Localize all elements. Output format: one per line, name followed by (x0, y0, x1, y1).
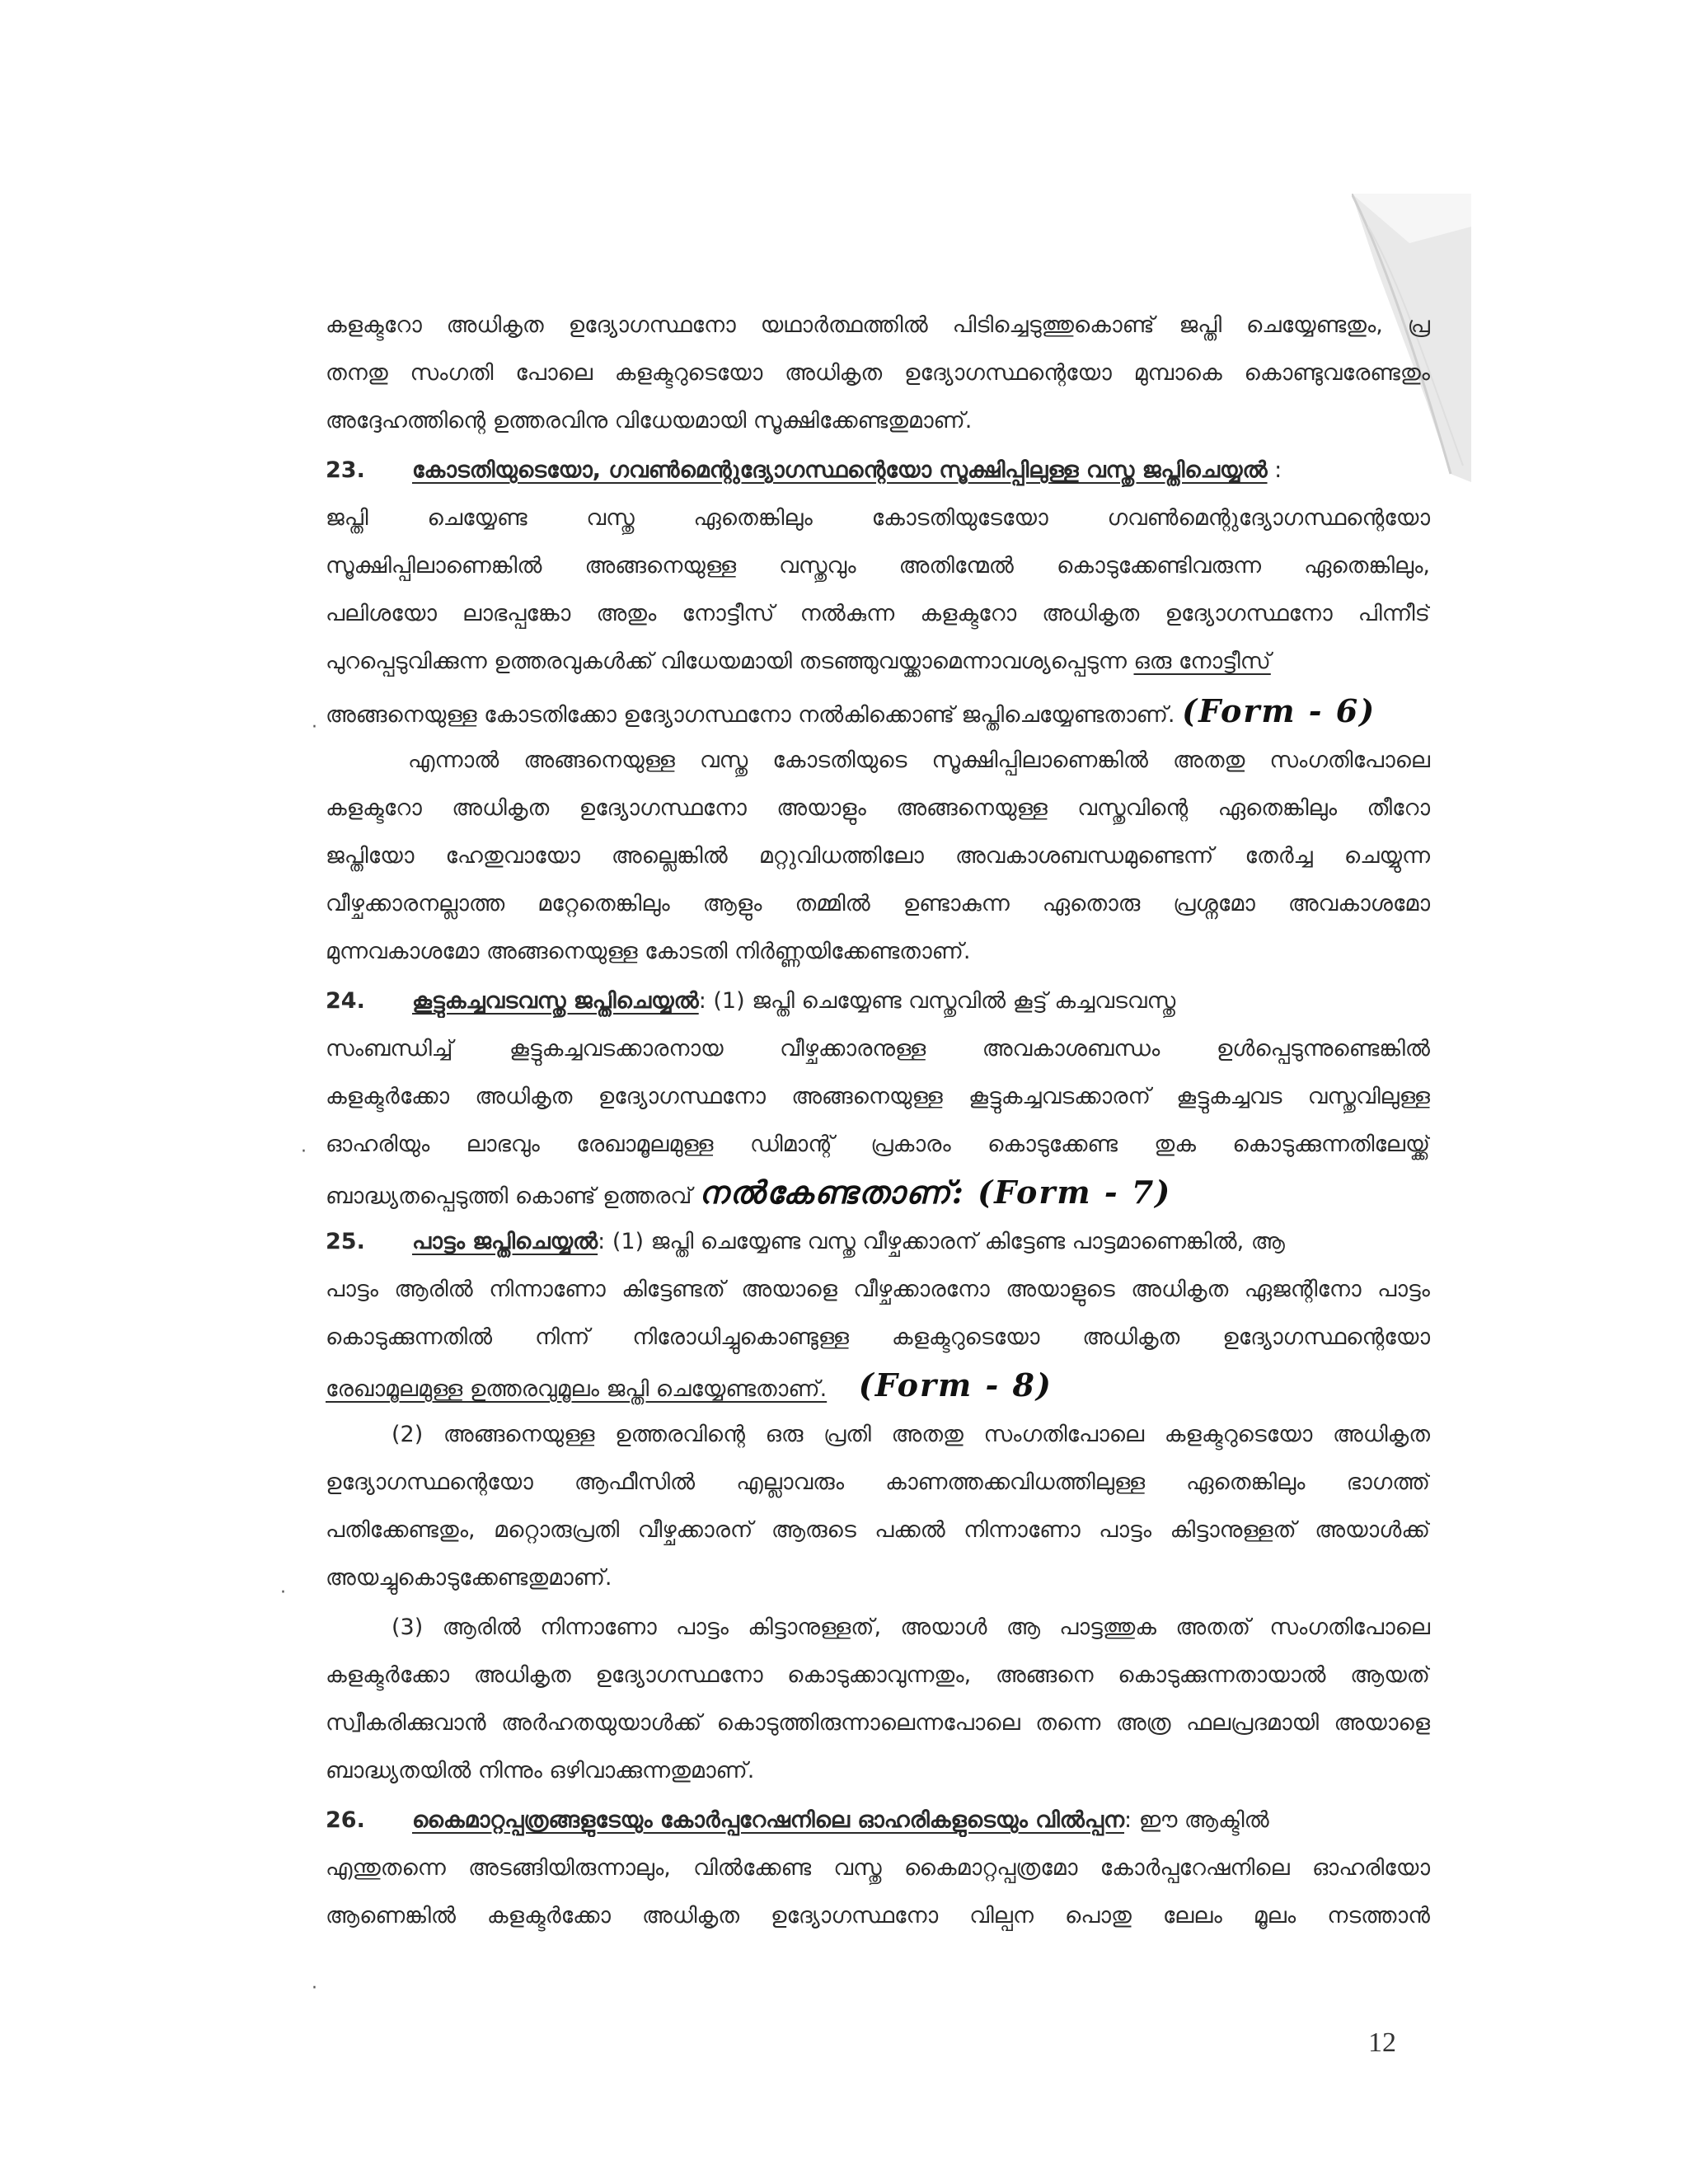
underlined-phrase: ഒരു നോട്ടീസ് (1133, 649, 1271, 674)
section-25-heading-line (326, 1226, 1430, 1258)
text-line: സംബന്ധിച്ച് കൂട്ടുകച്ചവടക്കാരനായ വീഴ്ചക്കാരനുള്ള അവകാശബന്ധം ഉൾപ്പെടുന്നുണ്ടെങ്കിൽ (326, 1036, 1430, 1062)
text-line: കൊടുക്കുന്നതിൽ നിന്ന് നിരോധിച്ചുകൊണ്ടുള്ള കളക്ടറുടെയോ അധികൃത ഉദ്യോഗസ്ഥന്റെയോ (326, 1324, 1430, 1350)
text-line (326, 1366, 1430, 1404)
text-line (326, 692, 1430, 729)
section-heading: കൈമാറ്റപ്പത്രങ്ങളുടേയും കോർപ്പറേഷനിലെ ഓഹരികളുടെയും വിൽപ്പന (412, 1807, 1125, 1833)
text-line: കളക്ടർക്കോ അധികൃത ഉദ്യോഗസ്ഥനോ കൊടുക്കാവുന്നതും, അങ്ങനെ കൊടുക്കുന്നതായാൽ ആയത് (326, 1662, 1430, 1688)
text-line: പാട്ടം ആരിൽ നിന്നാണോ കിട്ടേണ്ടത് അയാളെ വീഴ്ചക്കാരനോ അയാളുടെ അധികൃത ഏജന്റിനോ പാട്ടം (326, 1277, 1430, 1302)
text-run: : ഈ ആക്ടിൽ (1124, 1807, 1269, 1833)
section-heading: കോടതിയുടെയോ, ഗവൺമെന്റുദ്യോഗസ്ഥന്റെയോ സൂക്ഷിപ്പിലുള്ള വസ്തു ജപ്തിചെയ്യൽ (412, 457, 1268, 483)
section-heading: പാട്ടം ജപ്തിചെയ്യൽ (412, 1229, 598, 1254)
text-run: പുറപ്പെടുവിക്കുന്ന ഉത്തരവുകൾക്ക് വിധേയമായി തടഞ്ഞുവയ്ക്കാമെന്നാവശ്യപ്പെടുന്ന (326, 649, 1134, 674)
text-run: രേഖാമൂലമുള്ള ഉത്തരവുമൂലം ജപ്തി ചെയ്യേണ്ടതാണ്. (326, 1376, 828, 1402)
scan-speck: · (280, 1582, 286, 1603)
text-line: തനതു സംഗതി പോലെ കളക്ടറുടെയോ അധികൃത ഉദ്യോഗസ്ഥന്റെയോ മുമ്പാകെ കൊണ്ടുവരേണ്ടതും (326, 360, 1430, 386)
text-line: അയച്ചുകൊടുക്കേണ്ടതുമാണ്. (326, 1565, 612, 1591)
text-line: മുന്നവകാശമോ അങ്ങനെയുള്ള കോടതി നിർണ്ണയിക്കേണ്ടതാണ്. (326, 939, 971, 964)
text-line: കളക്ടറോ അധികൃത ഉദ്യോഗസ്ഥനോ അയാളും അങ്ങനെയുള്ള വസ്തുവിന്റെ ഏതെങ്കിലും തീറോ (326, 795, 1430, 821)
text-line: ഉദ്യോഗസ്ഥന്റെയോ ആഫീസിൽ എല്ലാവരും കാണത്തക്കവിധത്തിലുള്ള ഏതെങ്കിലും ഭാഗത്ത് (326, 1469, 1430, 1495)
section-26-heading-line (326, 1804, 1430, 1837)
text-line: സ്വീകരിക്കുവാൻ അർഹതയുയാൾക്ക് കൊടുത്തിരുന്നാലെന്നപോലെ തന്നെ അത്ര ഫലപ്രദമായി അയാളെ (326, 1710, 1430, 1736)
page-number: 12 (1368, 2027, 1396, 2058)
text-line (326, 1176, 1430, 1209)
text-line: വീഴ്ചക്കാരനല്ലാത്ത മറ്റേതെങ്കിലും ആളും തമ്മിൽ ഉണ്ടാകുന്ന ഏതൊരു പ്രശ്നമോ അവകാശമോ (326, 891, 1430, 916)
text-line: പതിക്കേണ്ടതും, മറ്റൊരുപ്രതി വീഴ്ചക്കാരന് ആരുടെ പക്കൽ നിന്നാണോ പാട്ടം കിട്ടാനുള്ളത് അയാൾക്ക് (326, 1517, 1430, 1543)
text-line: അദ്ദേഹത്തിന്റെ ഉത്തരവിനു വിധേയമായി സൂക്ഷിക്കേണ്ടതുമാണ്. (326, 408, 973, 434)
text-line: ഓഹരിയും ലാഭവും രേഖാമൂലമുള്ള ഡിമാന്റ് പ്രകാരം കൊടുക്കേണ്ട തുക കൊടുക്കുന്നതിലേയ്ക്ക് (326, 1132, 1430, 1157)
text-line: ബാദ്ധ്യതയിൽ നിന്നും ഒഴിവാക്കുന്നതുമാണ്. (326, 1758, 755, 1783)
section-heading: കൂട്ടുകച്ചവടവസ്തു ജപ്തിചെയ്യൽ (412, 988, 699, 1014)
handwritten-form-ref: (Form - 8) (858, 1366, 1053, 1404)
text-line: (3) ആരിൽ നിന്നാണോ പാട്ടം കിട്ടാനുള്ളത്, അയാൾ ആ പാട്ടത്തുക അതത് സംഗതിപോലെ (392, 1615, 1430, 1640)
text-line: പലിശയോ ലാഭപ്പങ്കോ അതും നോട്ടീസ് നൽകുന്ന കളക്ടറോ അധികൃത ഉദ്യോഗസ്ഥനോ പിന്നീട് (326, 601, 1430, 626)
heading-colon: : (1267, 457, 1282, 483)
scan-speck: · (312, 1978, 317, 1999)
section-number: 24. (326, 988, 365, 1014)
handwritten-form-ref: നൽകേണ്ടതാണ്: (Form - 7) (698, 1174, 1172, 1211)
text-line: (2) അങ്ങനെയുള്ള ഉത്തരവിന്റെ ഒരു പ്രതി അതതു സംഗതിപോലെ കളക്ടറുടെയോ അധികൃത (392, 1422, 1430, 1447)
text-run: : (1) ജപ്തി ചെയ്യേണ്ട വസ്തുവിൽ കൂട്ട് കച്ചവടവസ്തു (698, 988, 1176, 1014)
section-23-heading-line (326, 454, 1430, 487)
section-number: 25. (326, 1229, 365, 1254)
text-run: ബാദ്ധ്യതപ്പെടുത്തി കൊണ്ട് ഉത്തരവ് (326, 1183, 699, 1209)
scan-speck: · (301, 1141, 307, 1162)
text-run: : (1) ജപ്തി ചെയ്യേണ്ട വസ്തു വീഴ്ചക്കാരന് കിട്ടേണ്ട പാട്ടമാണെങ്കിൽ, ആ (598, 1229, 1285, 1254)
scan-speck: · (312, 717, 317, 738)
text-line: എന്തുതന്നെ അടങ്ങിയിരുന്നാലും, വിൽക്കേണ്ട വസ്തു കൈമാറ്റപ്പത്രമോ കോർപ്പറേഷനിലെ ഓഹരിയോ (326, 1855, 1430, 1881)
text-line: കളക്ടർക്കോ അധികൃത ഉദ്യോഗസ്ഥനോ അങ്ങനെയുള്ള കൂട്ടുകച്ചവടക്കാരന് കൂട്ടുകച്ചവട വസ്തുവിലുള്ള (326, 1084, 1430, 1109)
section-number: 26. (326, 1807, 365, 1833)
text-line: സൂക്ഷിപ്പിലാണെങ്കിൽ അങ്ങനെയുള്ള വസ്തുവും അതിന്മേൽ കൊടുക്കേണ്ടിവരുന്ന ഏതെങ്കിലും, (326, 553, 1430, 579)
text-line: ആണെങ്കിൽ കളക്ടർക്കോ അധികൃത ഉദ്യോഗസ്ഥനോ വില്പന പൊതു ലേലം മൂലം നടത്താൻ (326, 1903, 1430, 1929)
text-run: അങ്ങനെയുള്ള കോടതിക്കോ ഉദ്യോഗസ്ഥനോ നൽകിക്കൊണ്ട് ജപ്തിചെയ്യേണ്ടതാണ്. (326, 702, 1175, 728)
text-line (326, 645, 1430, 678)
text-line: ജപ്തിയോ ഹേതുവായോ അല്ലെങ്കിൽ മറ്റുവിധത്തിലോ അവകാശബന്ധമുണ്ടെന്ന് തേർച്ച ചെയ്യുന്ന (326, 843, 1430, 869)
text-line: എന്നാൽ അങ്ങനെയുള്ള വസ്തു കോടതിയുടെ സൂക്ഷിപ്പിലാണെങ്കിൽ അതതു സംഗതിപോലെ (408, 748, 1430, 773)
text-line: ജപ്തി ചെയ്യേണ്ട വസ്തു ഏതെങ്കിലും കോടതിയുടേയോ ഗവൺമെന്റുദ്യോഗസ്ഥന്റെയോ (326, 505, 1430, 531)
handwritten-form-ref: (Form - 6) (1182, 692, 1376, 729)
section-24-heading-line (326, 985, 1430, 1018)
section-number: 23. (326, 457, 365, 483)
text-line: കളക്ടറോ അധികൃത ഉദ്യോഗസ്ഥനോ യഥാർത്ഥത്തിൽ പിടിച്ചെടുത്തുകൊണ്ട് ജപ്തി ചെയ്യേണ്ടതും, പ്ര (326, 312, 1430, 338)
